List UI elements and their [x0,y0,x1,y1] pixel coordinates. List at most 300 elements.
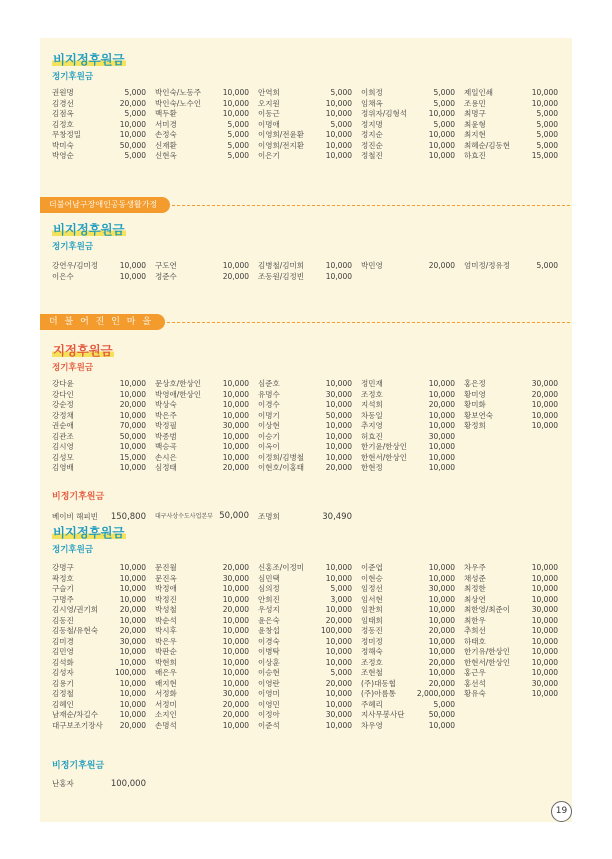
donation-amount: 5,000 [536,119,558,129]
donor-name: 이영란 [258,678,280,688]
donor-entry [361,151,455,162]
donor-entry [52,99,146,110]
donor-entry [361,689,455,700]
donation-amount: 10,000 [222,379,249,388]
donor-name: 배은우 [155,668,177,677]
donor-name: 임태희 [361,615,383,625]
donor-entry [361,584,455,595]
donor-name: 지석희 [361,400,383,409]
donation-amount: 10,000 [222,109,249,118]
donor-name: 심민택 [258,573,280,583]
donor-entry [258,261,352,272]
donor-name: 무창정밀 [52,130,81,139]
donor-entry [464,584,558,595]
donation-amount: 10,000 [119,710,146,719]
donor-entry [52,261,146,272]
donation-amount: 5,000 [124,151,146,160]
donor-entry [361,700,455,711]
donation-amount: 10,000 [119,463,146,472]
donor-entry [258,130,352,141]
donor-entry [258,379,352,390]
donor-name: 한기유/한상인 [464,647,510,656]
donor-name: 이병탁 [258,647,280,656]
donor-entry [155,616,249,627]
donation-amount: 30,000 [119,636,146,646]
donor-name: 곽정호 [52,573,74,583]
donor-name: 이명애 [258,119,280,129]
donor-name: 손명석 [155,720,177,730]
donation-amount: 10,000 [531,689,558,698]
donation-amount: 50,000 [119,140,146,150]
donor-entry [258,595,352,606]
donor-entry [52,130,146,141]
donation-amount: 10,000 [531,88,558,97]
donor-entry [52,272,146,283]
donation-amount: 150,800 [110,512,146,522]
donor-entry [155,453,249,464]
donation-amount: 50,000 [119,431,146,441]
donor-name: 문진옥 [155,573,177,583]
donor-name: 구명주 [52,594,74,604]
donor-entry [52,679,146,690]
donor-entry [155,679,249,690]
donor-entry [464,99,558,110]
donor-name: 이희정 [361,88,383,97]
donor-entry [464,679,558,690]
donation-amount: 10,000 [428,109,455,118]
donation-amount: 10,000 [428,389,455,399]
donation-amount: 50,000 [219,511,249,521]
donor-name: 김시영 [52,442,74,451]
donor-entry [464,616,558,627]
donor-name: 최한영/최준이 [464,605,510,614]
donor-name: 강다인 [52,389,74,399]
donor-entry [52,584,146,595]
donor-name: 한현서/한상인 [361,452,407,462]
donor-entry [155,689,249,700]
donation-amount: 10,000 [119,261,146,270]
donor-name: 김혜인 [52,699,74,709]
donor-entry [52,626,146,637]
block1-title [52,53,126,67]
donor-name: 손정숙 [155,130,177,139]
donor-name: 한현정 [361,463,383,472]
donor-name: 심의정 [258,584,280,593]
donor-entry [52,400,146,411]
donor-entry [361,574,455,585]
donor-entry [258,99,352,110]
donor-name: 차우영 [361,720,383,730]
donor-entry [155,390,249,401]
donor-entry [258,151,352,162]
donation-amount: 10,000 [531,98,558,108]
donor-name: 김점옥 [52,109,74,118]
donor-entry [52,637,146,648]
donor-name: 한기윤/한상인 [361,442,407,451]
donor-entry [155,700,249,711]
donor-name: 이옥이 [258,442,280,451]
donor-name: 신홍조/이정미 [258,563,304,572]
donation-amount: 5,000 [536,130,558,139]
donor-name: 서미경 [155,119,177,129]
donor-entry [52,721,146,732]
donor-entry [52,647,146,658]
donation-amount: 10,000 [531,657,558,667]
donation-amount: 10,000 [222,442,249,451]
donation-amount: 10,000 [119,657,146,667]
donation-amount: 10,000 [325,140,352,150]
facility-banner-2: 더 불 어 진 인 마 을 [40,314,165,330]
donor-entry [361,432,455,443]
donor-entry [52,605,146,616]
donor-entry [258,700,352,711]
donor-entry [361,261,455,272]
donation-amount: 10,000 [428,442,455,451]
donation-amount: 10,000 [119,442,146,451]
donor-entry [52,453,146,464]
donation-amount: 30,000 [428,584,455,593]
donation-amount: 10,000 [222,389,249,399]
donation-amount: 10,000 [428,720,455,730]
donation-amount: 10,000 [119,573,146,583]
donor-entry [361,411,455,422]
donor-name: 대구사상수도사업본부 [155,513,213,520]
donation-amount: 10,000 [222,626,249,635]
donor-name: 한현서/한상인 [464,657,510,667]
donor-entry [258,272,352,283]
donor-column [52,777,146,790]
donor-entry [52,151,146,162]
donation-amount: 20,000 [325,615,352,625]
donor-entry [155,463,249,474]
donor-name: 김정철 [52,689,74,698]
donor-column [155,261,249,282]
donor-name: 베이비 해피빈 [52,512,98,521]
donor-entry [361,463,455,474]
donor-name: 임찬희 [361,605,383,614]
donor-name: 남재순/차길수 [52,710,98,719]
donor-name: 김동진 [52,615,74,625]
donor-entry [52,463,146,474]
donor-name: 이영희/전지환 [258,140,304,150]
donor-name: 황미영 [464,389,486,399]
donor-entry [258,689,352,700]
block1-title-text: 비지정후원금 [53,52,125,67]
donor-entry [361,130,455,141]
donor-name: 이승현 [258,668,280,677]
donor-name: 이승기 [258,431,280,441]
donor-name: 최윤형 [464,119,486,129]
donor-name: 소지인 [155,710,177,719]
donation-amount: 10,000 [119,584,146,593]
donation-amount: 10,000 [428,130,455,139]
donor-column [361,261,455,272]
donation-amount: 10,000 [222,584,249,593]
donation-amount: 5,000 [433,699,455,709]
donor-name: 김미경 [52,636,74,646]
donor-entry [258,141,352,152]
block4-title [52,526,126,540]
donation-amount: 10,000 [325,563,352,572]
donor-column [361,379,455,474]
donor-name: 박인숙/노동주 [155,88,201,97]
donor-name: 김경선 [52,98,74,108]
donation-amount: 10,000 [222,678,249,688]
donor-entry [361,421,455,432]
donation-amount: 10,000 [222,261,249,270]
banner-divider-2 [167,322,570,323]
donor-column [52,563,146,731]
donor-name: 조정호 [361,657,383,667]
donation-amount: 10,000 [325,109,352,118]
donation-amount: 10,000 [119,130,146,139]
donation-amount: 20,000 [428,678,455,688]
donation-amount: 10,000 [531,410,558,420]
donor-entry [464,261,558,272]
donation-amount: 10,000 [222,720,249,730]
donor-entry [361,637,455,648]
donation-amount: 100,000 [114,668,146,677]
donor-name: 이준석 [258,720,280,730]
donor-name: 대구보조기장사 [52,720,103,730]
donor-name: 박현희 [155,657,177,667]
page-number: 19 [551,801,572,822]
donation-amount: 10,000 [428,636,455,646]
donor-name: 정철진 [361,151,383,160]
donation-amount: 10,000 [531,573,558,583]
donor-name: 황유숙 [464,689,486,698]
donor-name: 정지순 [361,130,383,139]
donor-entry [361,647,455,658]
donor-entry [258,626,352,637]
donor-entry [464,605,558,616]
donor-entry [52,379,146,390]
donation-amount: 10,000 [325,636,352,646]
donor-entry [464,141,558,152]
donor-entry [464,421,558,432]
donor-name: 심준호 [258,379,280,388]
donation-amount: 20,000 [119,605,146,614]
donor-name: 김용기 [52,678,74,688]
donor-name: 신현옥 [155,151,177,160]
donation-amount: 10,000 [531,400,558,409]
donor-name: 허효진 [361,431,383,441]
donation-amount: 5,000 [330,668,352,677]
donation-amount: 10,000 [531,647,558,656]
donation-amount: 10,000 [325,431,352,441]
donor-name: 이은수 [52,271,74,281]
donor-entry [258,510,352,523]
donation-amount: 10,000 [325,689,352,698]
donor-name: 홍선석 [464,678,486,688]
donation-amount: 10,000 [531,636,558,646]
donor-entry [155,272,249,283]
donation-amount: 10,000 [222,647,249,656]
donor-column [258,510,352,523]
donor-entry [155,563,249,574]
donor-name: 윤창섭 [258,626,280,635]
donor-name: 정지명 [361,119,383,129]
donation-amount: 10,000 [119,119,146,129]
donor-entry [464,130,558,141]
donor-name: 강연우/김미정 [52,261,98,270]
donor-entry [155,432,249,443]
donor-name: 최정한 [464,584,486,593]
donor-name: 박은우 [155,636,177,646]
donor-entry [52,689,146,700]
donor-entry [464,563,558,574]
donation-amount: 10,000 [222,594,249,604]
donor-name: 박인숙/노수인 [155,98,201,108]
block1-subtitle: 정기후원금 [52,72,94,82]
donor-entry [464,658,558,669]
donor-entry [361,668,455,679]
donor-entry [464,595,558,606]
donation-amount: 10,000 [531,563,558,572]
donor-entry [155,141,249,152]
donor-name: 조동원/김정빈 [258,271,304,281]
donor-name: 이경수 [258,400,280,409]
donor-entry [52,658,146,669]
donation-amount: 10,000 [222,452,249,462]
donor-entry [258,605,352,616]
donor-entry [155,647,249,658]
donor-entry [464,668,558,679]
donor-column [52,379,146,474]
donor-name: 이동근 [258,109,280,118]
donor-entry [361,120,455,131]
donation-amount: 20,000 [119,720,146,730]
donor-name: (주)대동협 [361,678,396,688]
donation-amount: 10,000 [325,720,352,730]
donor-entry [52,574,146,585]
donor-name: 정진순 [361,140,383,150]
donor-entry [52,442,146,453]
donation-amount: 10,000 [531,626,558,635]
donor-name: 강정채 [52,410,74,420]
donor-column [464,261,558,272]
donor-entry [155,421,249,432]
donor-entry [155,574,249,585]
donor-entry [258,421,352,432]
donation-amount: 20,000 [325,463,352,472]
donation-amount: 10,000 [325,379,352,388]
donation-amount: 15,000 [119,452,146,462]
donation-amount: 10,000 [222,410,249,420]
block3-title-text: 지정후원금 [53,343,113,358]
donor-entry [155,605,249,616]
donor-name: 이정희/김병철 [258,452,304,462]
donor-entry [258,647,352,658]
donation-amount: 10,000 [531,594,558,604]
donor-column [258,379,352,474]
donor-name: 채성준 [464,573,486,583]
block4-irregular-title: 비정기후원금 [52,761,105,771]
donor-entry [52,777,146,790]
donor-entry [361,626,455,637]
donor-name: 김성자 [52,668,74,677]
donation-amount: 10,000 [222,98,249,108]
donor-name: 이현승 [361,573,383,583]
donor-name: 차우주 [464,563,486,572]
donation-amount: 10,000 [119,379,146,388]
donor-column [361,563,455,731]
donor-entry [155,584,249,595]
donation-amount: 10,000 [325,647,352,656]
donation-amount: 10,000 [325,271,352,281]
donor-entry [258,616,352,627]
donor-entry [258,453,352,464]
donor-entry [52,141,146,152]
donor-name: 정해숙 [361,647,383,656]
donor-entry [464,88,558,99]
donation-amount: 5,000 [330,119,352,129]
donation-amount: 5,000 [330,584,352,593]
donor-entry [258,109,352,120]
donor-name: 홍은정 [464,379,486,388]
donor-entry [155,130,249,141]
donation-amount: 20,000 [222,271,249,281]
donor-entry [258,584,352,595]
donor-name: 김석화 [52,657,74,667]
donor-name: 정민재 [361,379,383,388]
donation-amount: 5,000 [433,98,455,108]
donation-amount: 10,000 [428,410,455,420]
donor-entry [361,390,455,401]
donor-name: 권원명 [52,88,74,97]
donation-amount: 20,000 [222,463,249,472]
donor-entry [361,721,455,732]
donor-name: 조용민 [464,98,486,108]
donor-entry [258,432,352,443]
donor-name: 황정희 [464,421,486,430]
donation-amount: 70,000 [119,421,146,430]
donor-name: 지사무봉사단 [361,710,405,719]
donation-amount: 5,000 [227,140,249,150]
donation-amount: 5,000 [124,88,146,97]
donor-entry [464,626,558,637]
donor-name: 조명희 [258,512,280,521]
donor-entry [258,710,352,721]
donor-column [155,510,249,523]
donation-amount: 5,000 [536,109,558,118]
donation-amount: 10,000 [325,261,352,270]
donation-amount: 10,000 [428,563,455,572]
donation-amount: 30,000 [531,605,558,614]
donor-name: 유명수 [258,389,280,399]
donor-entry [155,595,249,606]
donor-name: 박미숙 [52,140,74,150]
donor-entry [52,710,146,721]
donor-entry [361,453,455,464]
donor-name: 김영배 [52,463,74,472]
donor-name: 강다윤 [52,379,74,388]
donor-entry [155,710,249,721]
donation-amount: 10,000 [325,421,352,430]
donor-entry [361,109,455,120]
donor-entry [258,88,352,99]
donation-amount: 10,000 [325,573,352,583]
donor-name: 이상훈 [258,657,280,667]
donation-amount: 10,000 [531,421,558,430]
donor-entry [155,261,249,272]
donor-name: 하효진 [464,151,486,160]
donor-name: 정준수 [155,271,177,281]
donation-amount: 30,000 [428,431,455,441]
donation-amount: 10,000 [428,452,455,462]
donation-amount: 3,000 [330,594,352,604]
donor-entry [258,637,352,648]
